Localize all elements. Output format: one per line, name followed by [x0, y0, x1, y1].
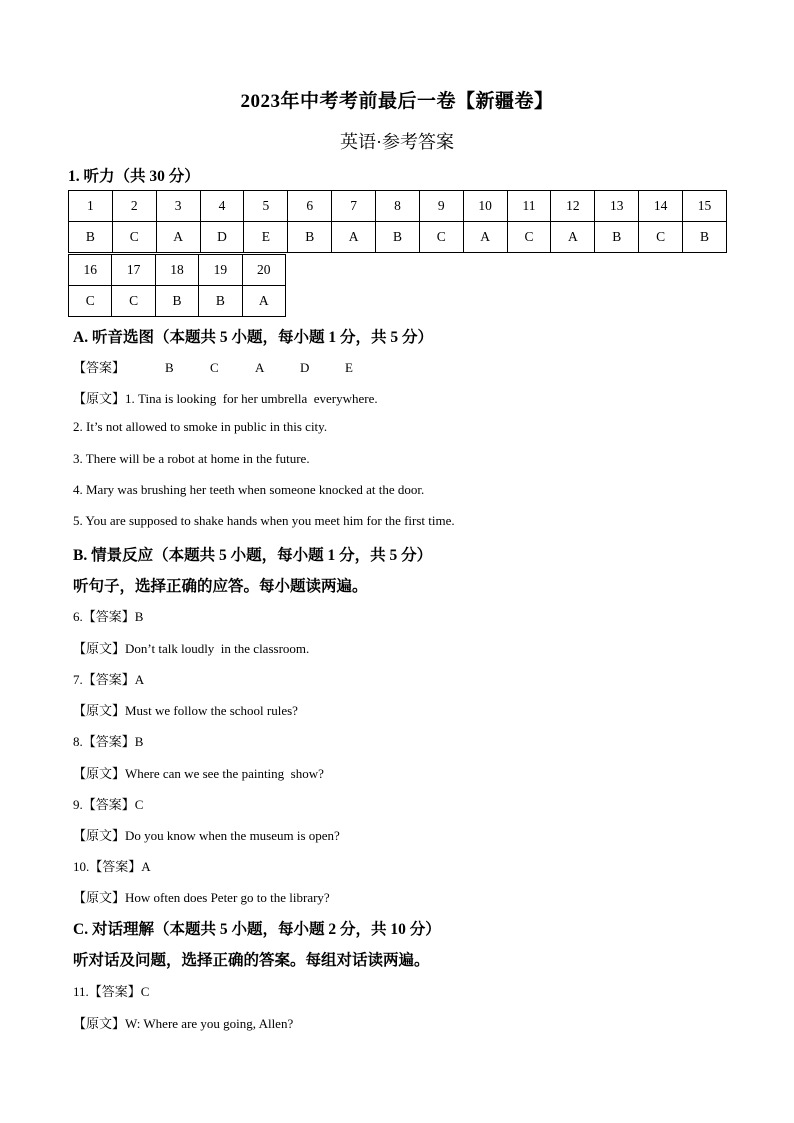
grid-cell: E — [244, 222, 288, 253]
grid-cell: B — [199, 286, 242, 317]
answer-line: 7.【答案】A — [73, 672, 145, 687]
grid-cell: 2 — [112, 191, 156, 222]
transcript-line: 【原文】Do you know when the museum is open? — [73, 828, 340, 843]
grid-cell: C — [69, 286, 112, 317]
grid-cell: 16 — [69, 255, 112, 286]
part-c-instruction: 听对话及问题，选择正确的答案。每组对话读两遍。 — [73, 952, 430, 969]
grid-cell: A — [242, 286, 285, 317]
transcript-line: 3. There will be a robot at home in the future. — [73, 451, 310, 466]
grid-cell: C — [507, 222, 551, 253]
grid-cell: 9 — [419, 191, 463, 222]
grid-cell: 17 — [112, 255, 155, 286]
grid-cell: 20 — [242, 255, 285, 286]
grid-cell: 5 — [244, 191, 288, 222]
grid-cell: 1 — [69, 191, 113, 222]
grid-cell: A — [332, 222, 376, 253]
answer-line: 8.【答案】B — [73, 734, 144, 749]
transcript-line: 【原文】W: Where are you going, Allen? — [73, 1016, 294, 1031]
grid-cell: C — [419, 222, 463, 253]
part-b-heading: B. 情景反应（本题共 5 小题，每小题 1 分，共 5 分） — [73, 547, 433, 564]
grid-cell: 4 — [200, 191, 244, 222]
grid-cell: 11 — [507, 191, 551, 222]
grid-cell: 15 — [683, 191, 727, 222]
grid-cell: B — [69, 222, 113, 253]
grid-cell: D — [200, 222, 244, 253]
answer-line: 9.【答案】C — [73, 797, 144, 812]
part-a-heading: A. 听音选图（本题共 5 小题，每小题 1 分，共 5 分） — [73, 329, 433, 346]
transcript-line: 【原文】Don’t talk loudly in the classroom. — [73, 641, 310, 656]
answer-line: 10.【答案】A — [73, 859, 151, 874]
grid-cell: B — [683, 222, 727, 253]
grid-cell: A — [156, 222, 200, 253]
grid-cell: B — [155, 286, 198, 317]
part-b-instruction: 听句子，选择正确的应答。每小题读两遍。 — [73, 578, 368, 595]
grid-cell: C — [112, 222, 156, 253]
grid-cell: A — [551, 222, 595, 253]
page-title: 2023年中考考前最后一卷【新疆卷】 — [240, 91, 554, 112]
answer-letter: D — [300, 360, 310, 375]
answer-label: 【答案】 — [73, 360, 126, 375]
transcript-line: 【原文】How often does Peter go to the library? — [73, 890, 330, 905]
answer-line: 11.【答案】C — [73, 984, 150, 999]
transcript-line: 4. Mary was brushing her teeth when someone knocked at the door. — [73, 482, 425, 497]
answer-letter: E — [345, 360, 353, 375]
answer-grid-number-row — [69, 255, 286, 286]
grid-cell: 7 — [332, 191, 376, 222]
transcript-line: 【原文】Must we follow the school rules? — [73, 703, 298, 718]
answer-letter: A — [255, 360, 265, 375]
transcript-line: 2. It’s not allowed to smoke in public in this city. — [73, 419, 328, 434]
grid-cell: 3 — [156, 191, 200, 222]
grid-cell: 14 — [639, 191, 683, 222]
answer-letter: B — [165, 360, 174, 375]
answer-grid-1-15 — [68, 190, 727, 253]
grid-cell: 19 — [199, 255, 242, 286]
grid-cell: B — [288, 222, 332, 253]
transcript-line: 【原文】Where can we see the painting show? — [73, 766, 324, 781]
grid-cell: C — [112, 286, 155, 317]
grid-cell: 18 — [155, 255, 198, 286]
grid-cell: 10 — [463, 191, 507, 222]
part-a-answer-row — [73, 357, 390, 376]
transcript-line: 【原文】1. Tina is looking for her umbrella everywhere. — [73, 391, 378, 406]
grid-cell: 13 — [595, 191, 639, 222]
grid-cell: B — [595, 222, 639, 253]
page-subtitle: 英语·参考答案 — [340, 132, 454, 152]
answer-grid-16-20 — [68, 254, 286, 317]
grid-cell: B — [376, 222, 420, 253]
grid-cell: 12 — [551, 191, 595, 222]
answer-grid-number-row — [69, 191, 727, 222]
answer-grid-answer-row — [69, 222, 727, 253]
grid-cell: C — [639, 222, 683, 253]
grid-cell: 6 — [288, 191, 332, 222]
grid-cell: A — [463, 222, 507, 253]
part-c-heading: C. 对话理解（本题共 5 小题，每小题 2 分，共 10 分） — [73, 921, 441, 938]
transcript-line: 5. You are supposed to shake hands when you meet him for the first time. — [73, 513, 455, 528]
section-heading-listening: 1. 听力（共 30 分） — [68, 168, 200, 185]
grid-cell: 8 — [376, 191, 420, 222]
answer-letter: C — [210, 360, 219, 375]
answer-line: 6.【答案】B — [73, 609, 144, 624]
answer-grid-answer-row — [69, 286, 286, 317]
